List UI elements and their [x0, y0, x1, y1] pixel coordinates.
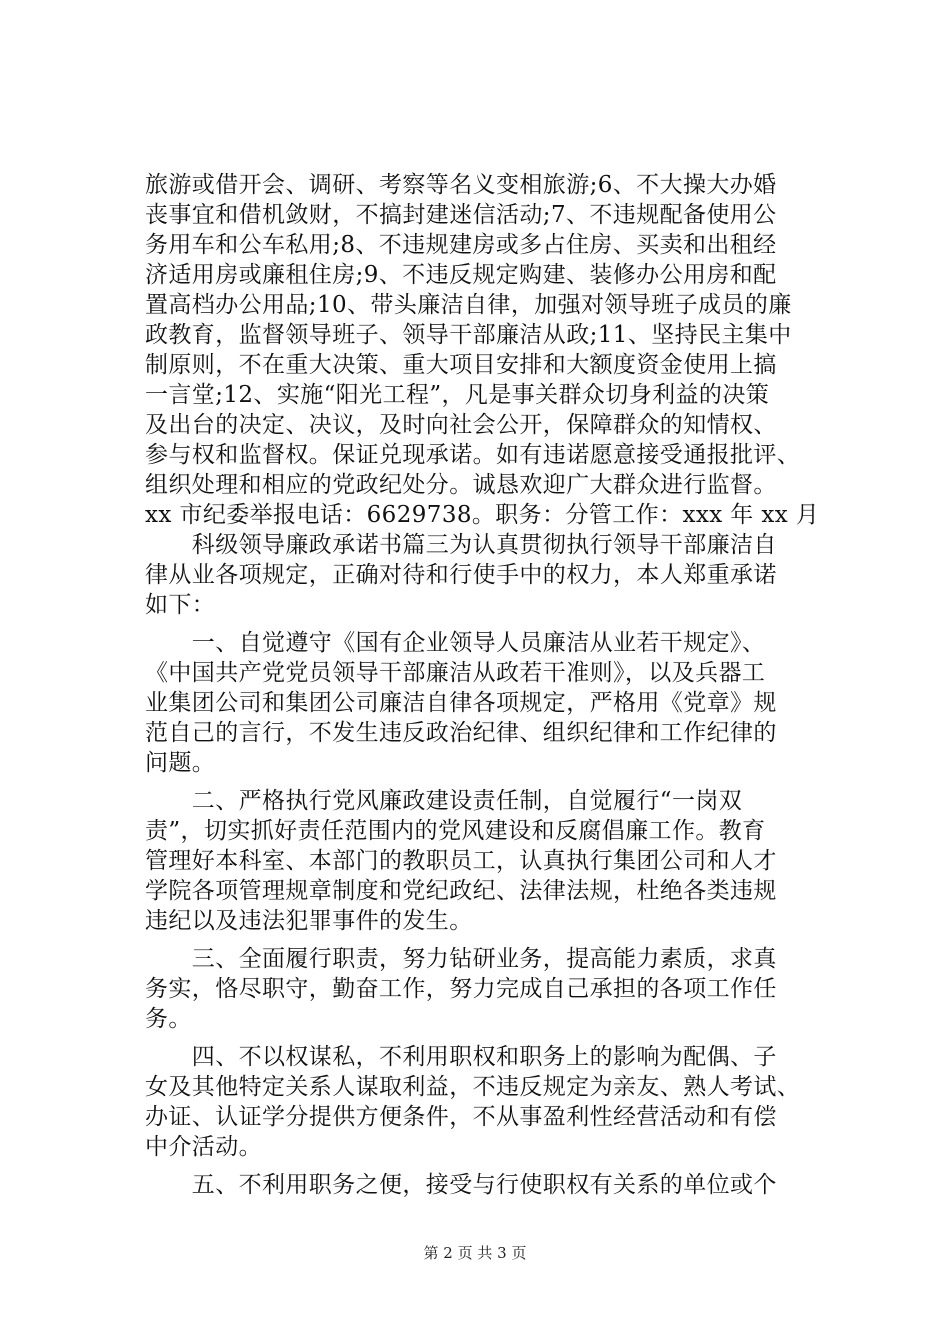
text-line: 问题。	[145, 750, 216, 776]
text-line: 三、全面履行职责，努力钻研业务，提高能力素质，求真	[145, 946, 777, 972]
text-line: 制原则，不在重大决策、重大项目安排和大额度资金使用上搞	[145, 352, 777, 378]
text-line: 学院各项管理规章制度和党纪政纪、法律法规，杜绝各类违规	[145, 878, 777, 904]
text-line: 违纪以及违法犯罪事件的发生。	[145, 908, 473, 934]
text-line: 管理好本科室、本部门的教职员工，认真执行集团公司和人才	[145, 848, 777, 874]
text-line: 一言堂;12、实施“阳光工程”，凡是事关群众切身利益的决策	[145, 382, 770, 408]
text-line: 《中国共产党党员领导干部廉洁从政若干准则》，以及兵器工	[145, 660, 766, 686]
text-line: 业集团公司和集团公司廉洁自律各项规定，严格用《党章》规	[145, 690, 777, 716]
text-line: 务用车和公车私用;8、不违规建房或多占住房、买卖和出租经	[145, 232, 777, 258]
text-line: 科级领导廉政承诺书篇三为认真贯彻执行领导干部廉洁自	[145, 532, 777, 558]
page-number-footer: 第 2 页 共 3 页	[423, 1244, 527, 1262]
text-line: 责”，切实抓好责任范围内的党风建设和反腐倡廉工作。教育	[145, 818, 766, 844]
text-line: 律从业各项规定，正确对待和行使手中的权力，本人郑重承诺	[145, 562, 777, 588]
text-line: 济适用房或廉租住房;9、不违反规定购建、装修办公用房和配	[145, 262, 777, 288]
text-line: 务实，恪尽职守，勤奋工作，努力完成自己承担的各项工作任	[145, 976, 777, 1002]
text-line: 一、自觉遵守《国有企业领导人员廉洁从业若干规定》、	[145, 630, 766, 656]
text-line: xx 市纪委举报电话：6629738。职务：分管工作：xxx 年 xx 月	[145, 502, 820, 528]
text-line: 如下：	[145, 592, 216, 618]
text-line: 二、严格执行党风廉政建设责任制，自觉履行“一岗双	[145, 788, 743, 814]
text-line: 政教育，监督领导班子、领导干部廉洁从政;11、坚持民主集中	[145, 322, 792, 348]
text-line: 及出台的决定、决议，及时向社会公开，保障群众的知情权、	[145, 412, 777, 438]
document-body	[145, 170, 835, 1200]
text-line: 五、不利用职务之便，接受与行使职权有关系的单位或个	[145, 1172, 777, 1198]
text-line: 女及其他特定关系人谋取利益，不违反规定为亲友、熟人考试、	[145, 1074, 801, 1100]
text-line: 中介活动。	[145, 1134, 262, 1160]
text-line: 务。	[145, 1006, 192, 1032]
text-line: 范自己的言行，不发生违反政治纪律、组织纪律和工作纪律的	[145, 720, 777, 746]
text-line: 参与权和监督权。保证兑现承诺。如有违诺愿意接受通报批评、	[145, 442, 801, 468]
text-line: 组织处理和相应的党政纪处分。诚恳欢迎广大群众进行监督。	[145, 472, 777, 498]
text-line: 四、不以权谋私，不利用职权和职务上的影响为配偶、子	[145, 1044, 777, 1070]
text-line: 丧事宜和借机敛财，不搞封建迷信活动;7、不违规配备使用公	[145, 202, 777, 228]
text-line: 办证、认证学分提供方便条件，不从事盈利性经营活动和有偿	[145, 1104, 777, 1130]
text-line: 旅游或借开会、调研、考察等名义变相旅游;6、不大操大办婚	[145, 172, 777, 198]
text-line: 置高档办公用品;10、带头廉洁自律，加强对领导班子成员的廉	[145, 292, 792, 318]
